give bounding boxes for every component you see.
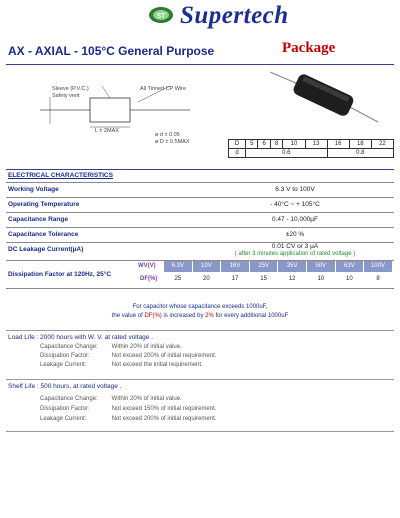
dimension-row-d xyxy=(229,140,394,149)
label-length: L ± 2MAX xyxy=(95,128,119,134)
wv-cell: 100V xyxy=(364,261,392,272)
dimension-cell: 8 xyxy=(270,140,282,149)
load-life-key: Leakage Current: xyxy=(40,362,87,368)
title-main: - 105°C General Purpose xyxy=(74,44,215,58)
dimension-cell: 0.8 xyxy=(327,149,393,158)
spec-table xyxy=(6,182,394,292)
df-cell: 20 xyxy=(203,276,210,282)
load-life-item xyxy=(40,344,340,353)
dimension-cell: 13 xyxy=(305,140,327,149)
load-life-item xyxy=(40,353,340,362)
spec-row-operating-temp xyxy=(6,197,394,213)
df-note-pct: 2% xyxy=(205,313,214,319)
shelf-life-item xyxy=(40,416,340,426)
spec-row-leakage-current xyxy=(6,242,394,261)
load-life-list xyxy=(40,344,340,371)
load-life-key: Dissipation Factor: xyxy=(40,353,90,359)
wv-cell: 35V xyxy=(278,261,306,272)
df-cell: 25 xyxy=(174,276,182,282)
shelf-life-value: Not exceed 150% of initial requirement. xyxy=(111,406,217,412)
spec-row-dissipation xyxy=(6,260,394,289)
df-note-mid: is increased by xyxy=(163,313,204,319)
spec-label: Capacitance Tolerance xyxy=(8,231,79,238)
dimension-cell: 5 xyxy=(246,140,258,149)
df-row-label: DF(%) xyxy=(140,276,158,282)
df-note-post: for every additional 1000uF xyxy=(215,313,289,319)
df-note-df: DF(%) xyxy=(144,313,162,319)
package-heading: Package xyxy=(282,40,336,56)
brand-name: Supertech xyxy=(180,2,289,29)
df-cell: 10 xyxy=(317,276,325,282)
load-life-divider xyxy=(6,330,394,331)
spec-label: Capacitance Range xyxy=(8,216,68,223)
label-safety-vent: Safety vent xyxy=(52,93,80,99)
shelf-life-key: Leakage Current: xyxy=(40,416,87,422)
df-cell: 8 xyxy=(376,276,380,282)
leakage-note: ( after 3 minutes application of rated voltage ) xyxy=(234,251,356,257)
shelf-life-list xyxy=(40,396,340,426)
df-cell: 15 xyxy=(260,276,267,282)
dimension-row-label: d xyxy=(229,149,246,158)
df-note-line1: For capacitor whose capacitance exceeds 1000uF, xyxy=(132,304,268,310)
dimension-cell: 6 xyxy=(258,140,270,149)
shelf-life-bottom-divider xyxy=(6,431,394,432)
spec-value: 6.3 V to 100V xyxy=(275,186,315,193)
load-life-value: Not exceed the initial requirement. xyxy=(111,362,203,368)
wv-cell: 25V xyxy=(250,261,278,272)
spec-value: - 40°C ~ + 105°C xyxy=(270,201,320,208)
dimension-cell: 16 xyxy=(327,140,349,149)
wv-cell: 16V xyxy=(221,261,249,272)
shelf-life-item xyxy=(40,396,340,406)
spec-value: ±20 % xyxy=(285,231,305,238)
shelf-life-value: Not exceed 200% of initial requirement. xyxy=(111,416,217,422)
wv-cell: 10V xyxy=(193,261,221,272)
load-life-key: Capacitance Change: xyxy=(40,344,98,350)
svg-text:ST: ST xyxy=(156,13,166,20)
spec-value: 0.47 - 10,000µF xyxy=(271,216,319,223)
df-note-line2 xyxy=(6,313,394,319)
capacitor-photo xyxy=(268,66,380,126)
label-sleeve: Sleeve (P.V.C.) xyxy=(52,86,89,92)
df-cell: 12 xyxy=(288,276,296,282)
load-life-item xyxy=(40,362,340,371)
dimension-cell: 0.6 xyxy=(246,149,328,158)
spec-row-capacitance-range xyxy=(6,212,394,228)
spec-label: Operating Temperature xyxy=(8,201,80,208)
shelf-life-value: Within 20% of initial value. xyxy=(111,396,182,402)
dimension-row-label: D xyxy=(229,140,246,149)
shelf-life-title: Shelf Life : 500 hours, at rated voltage . xyxy=(8,383,122,390)
label-lead-diameter: ø d ± 0.05 xyxy=(155,132,180,138)
spec-section-title: ELECTRICAL CHARACTERISTICS xyxy=(8,172,113,179)
spec-row-capacitance-tolerance xyxy=(6,227,394,243)
spec-value: 0.01 CV or 3 µA xyxy=(271,243,319,250)
dimension-cell: 10 xyxy=(283,140,305,149)
dimension-row-lead xyxy=(229,149,394,158)
title-divider xyxy=(6,64,394,65)
wv-cell: 6.3V xyxy=(164,261,192,272)
spec-label: Working Voltage xyxy=(8,186,59,193)
wv-row-label: WV(V) xyxy=(138,263,156,269)
shelf-life-item xyxy=(40,406,340,416)
dimension-cell: 18 xyxy=(349,140,371,149)
wv-cell: 50V xyxy=(307,261,335,272)
df-cell: 10 xyxy=(346,276,353,282)
load-life-value: Not exceed 200% of initial requirement. xyxy=(111,353,217,359)
spec-divider-top xyxy=(6,169,394,170)
supertech-logo-icon xyxy=(148,4,174,24)
shelf-life-divider xyxy=(6,379,394,380)
shelf-life-key: Capacitance Change: xyxy=(40,396,98,402)
spec-row-working-voltage xyxy=(6,182,394,198)
title-prefix: AX - AXIAL xyxy=(8,44,71,58)
dimension-cell: 22 xyxy=(371,140,393,149)
wv-cell: 63V xyxy=(336,261,364,272)
df-cell: 17 xyxy=(231,276,239,282)
spec-label: DC Leakage Current(µA) xyxy=(8,246,84,253)
load-life-value: Within 20% of initial value. xyxy=(111,344,182,350)
shelf-life-key: Dissipation Factor: xyxy=(40,406,90,412)
spec-label: Dissipation Factor at 120Hz, 25°C xyxy=(8,271,112,278)
dimension-table xyxy=(228,139,394,158)
load-life-title: Load Life : 2000 hours with W. V. at rated voltage . xyxy=(8,334,154,341)
label-all-tinned: All Tinned CP Wire xyxy=(140,86,187,92)
label-body-diameter: ø D ± 0.5MAX xyxy=(155,139,190,145)
page-title xyxy=(8,44,214,58)
df-note-pre: the value of xyxy=(111,313,143,319)
